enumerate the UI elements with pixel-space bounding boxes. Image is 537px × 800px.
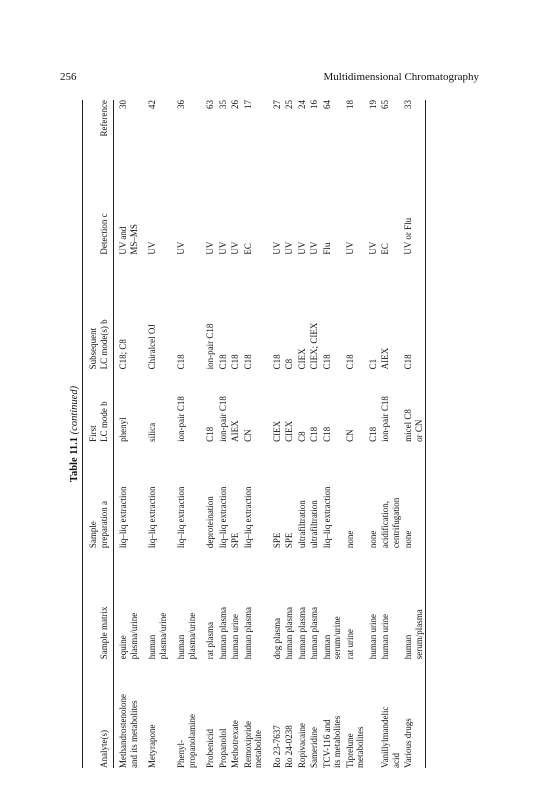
cell-detection: UV (296, 241, 307, 255)
cell-first-lc: C8 (296, 431, 307, 442)
cell-subsequent-lc: C8 (284, 358, 294, 370)
cell-detection: UV (284, 241, 294, 255)
cell-first-lc: CN (242, 429, 253, 442)
cell-detection: UV (271, 241, 282, 255)
cell-reference: 16 (309, 100, 319, 109)
cell-preparation: liq–liq extraction (147, 486, 157, 549)
cell-detection: EC (242, 243, 253, 255)
cell-first-lc: CIEX (271, 420, 282, 442)
cell-detection: UV (230, 241, 240, 255)
cell-reference: 17 (242, 100, 253, 109)
table-row (308, 100, 321, 768)
table-row (379, 100, 402, 768)
col-header-matrix: Sample matrix (98, 606, 109, 660)
cell-detection: Flu (321, 242, 332, 255)
cell-subsequent-lc: C1 (367, 358, 378, 370)
cell-reference: 26 (230, 100, 240, 109)
table-row (402, 100, 426, 768)
cell-detection: UV (176, 241, 186, 255)
table-body (114, 100, 426, 768)
cell-preparation: SPE (284, 532, 294, 549)
cell-analyte: Ro 23-7637 (271, 725, 282, 768)
cell-reference: 36 (176, 100, 186, 109)
cell-preparation: deproteination (205, 496, 215, 549)
cell-detection: UV (205, 241, 215, 255)
cell-first-lc: micel C8 or CN (403, 409, 424, 442)
table-header-row (83, 100, 114, 768)
cell-matrix: human urine (367, 614, 378, 660)
cell-preparation: acidification, centrifugation (380, 497, 401, 549)
data-table (82, 100, 426, 768)
cell-reference: 35 (217, 100, 228, 109)
cell-analyte: Methandrostenolone and its metabolites (118, 694, 139, 768)
col-header-analyte: Analyte(s) (98, 730, 109, 768)
cell-subsequent-lc: CIEX (296, 348, 307, 370)
col-header-reference: Reference (98, 100, 109, 137)
cell-analyte: Remoxipride metabolite (242, 721, 263, 768)
running-head: Multidimensional Chromatography (323, 71, 479, 83)
cell-first-lc: C18 (309, 426, 319, 442)
cell-reference: 30 (118, 100, 128, 109)
table-row (114, 100, 141, 768)
cell-matrix: equine plasma/urine (118, 612, 139, 660)
cell-subsequent-lc: C18 (230, 354, 240, 370)
table-row (140, 100, 169, 768)
cell-first-lc: C18 (205, 426, 215, 442)
table-row (169, 100, 198, 768)
col-header-detection: Detection c (98, 213, 109, 255)
cell-reference: 42 (147, 100, 157, 109)
cell-reference: 63 (205, 100, 215, 109)
table-row (242, 100, 265, 768)
cell-reference: 64 (321, 100, 332, 109)
page-number: 256 (60, 71, 77, 83)
cell-first-lc: CIEX (284, 420, 294, 442)
cell-analyte: Vanillylmandelic acid (380, 706, 401, 768)
cell-detection: UV (309, 241, 319, 255)
cell-analyte: Phenyl- propanolamine (176, 714, 197, 768)
cell-preparation: ultrafiltration (309, 500, 319, 549)
cell-subsequent-lc: CIEX; CIEX (309, 322, 319, 370)
table-row (367, 100, 380, 768)
cell-preparation: SPE (271, 532, 282, 549)
cell-subsequent-lc: C18 (176, 354, 186, 370)
cell-preparation: liq–liq extraction (321, 486, 332, 549)
cell-first-lc: C18 (367, 426, 378, 442)
cell-detection: UV (147, 241, 157, 255)
cell-subsequent-lc: C18 (271, 354, 282, 370)
cell-first-lc: ion-pair C18 (176, 396, 186, 442)
cell-subsequent-lc: C18 (321, 354, 332, 370)
cell-first-lc: phenyl (118, 417, 128, 442)
table-row (283, 100, 296, 768)
cell-analyte: Tiprelune metabolites (344, 726, 365, 768)
cell-preparation: none (344, 530, 355, 549)
cell-first-lc: ion-pair C18 (380, 396, 390, 442)
rotated-table (68, 100, 476, 768)
table-row (217, 100, 230, 768)
cell-first-lc: silica (147, 422, 157, 442)
cell-subsequent-lc: AIEX (380, 347, 390, 370)
cell-matrix: human plasma (217, 607, 228, 660)
cell-reference: 19 (367, 100, 378, 109)
cell-matrix: human serum/plasma (403, 609, 424, 660)
cell-first-lc: AIEX (230, 420, 240, 442)
cell-preparation: none (367, 530, 378, 549)
cell-matrix: human plasma (309, 607, 319, 660)
cell-matrix: rat urine (344, 629, 355, 660)
cell-preparation: SPE (230, 532, 240, 549)
table-row (265, 100, 284, 768)
cell-reference: 18 (344, 100, 355, 109)
cell-preparation: liq–liq extraction (242, 486, 253, 549)
cell-preparation: ultrafiltration (296, 500, 307, 549)
cell-subsequent-lc: C18 (344, 354, 355, 370)
cell-detection: UV (344, 241, 355, 255)
cell-analyte: Propanolol (217, 728, 228, 768)
col-header-subsequent-lc: Subsequent LC mode(s) b (88, 319, 109, 370)
col-header-first-lc: First LC mode b (88, 401, 109, 442)
table-row (296, 100, 309, 768)
cell-matrix: human urine (380, 614, 390, 660)
cell-analyte: Various drugs (403, 718, 413, 768)
cell-subsequent-lc: ion-pair C18 (205, 323, 215, 370)
cell-matrix: human urine (230, 614, 240, 660)
cell-analyte: Ropivacaine (296, 723, 307, 768)
table-row (229, 100, 242, 768)
cell-reference: 25 (284, 100, 294, 109)
cell-subsequent-lc: C18 (217, 354, 228, 370)
cell-matrix: human plasma (242, 607, 253, 660)
cell-analyte: Metyrapone (147, 724, 157, 768)
cell-first-lc: ion-pair C18 (217, 396, 228, 442)
table-row (321, 100, 344, 768)
cell-detection: UV (217, 241, 228, 255)
cell-preparation: liq–liq extraction (176, 486, 186, 549)
table-row (198, 100, 217, 768)
cell-preparation: liq–liq extraction (118, 486, 128, 549)
cell-analyte: Probenicid (205, 729, 215, 768)
cell-reference: 65 (380, 100, 390, 109)
cell-matrix: dog plasma (271, 618, 282, 660)
cell-detection: EC (380, 243, 390, 255)
cell-subsequent-lc: Chiralcel OJ (147, 324, 157, 370)
cell-preparation: liq–liq extraction (217, 486, 228, 549)
cell-reference: 33 (403, 100, 413, 109)
cell-matrix: human plasma (296, 607, 307, 660)
table-title (68, 100, 82, 768)
cell-matrix: human plasma (284, 607, 294, 660)
cell-reference: 27 (271, 100, 282, 109)
cell-analyte: Sameridine (309, 727, 319, 768)
cell-analyte: Ro 24-0238 (284, 725, 294, 768)
table-number: Table 11.1 (69, 436, 80, 483)
table-continued: (continued) (69, 385, 80, 435)
cell-detection: UV and MS–MS (118, 224, 139, 255)
cell-analyte: Methotrexate (230, 720, 240, 768)
cell-reference: 24 (296, 100, 307, 109)
cell-subsequent-lc: C18 (403, 354, 413, 370)
cell-first-lc: CN (344, 429, 355, 442)
cell-matrix: rat plasma (205, 622, 215, 660)
cell-matrix: human serum/urine (321, 616, 342, 660)
cell-detection: UV or Flu (403, 217, 413, 255)
cell-analyte: TCV-116 and its metabolites (321, 715, 342, 768)
cell-first-lc: C18 (321, 426, 332, 442)
cell-analyte (367, 659, 380, 768)
cell-preparation: none (403, 530, 413, 549)
cell-matrix: human plasma/urine (147, 612, 168, 660)
table-row (344, 100, 367, 768)
col-header-preparation: Sample preparation a (88, 500, 109, 549)
cell-detection: UV (367, 241, 378, 255)
cell-subsequent-lc: C18 (242, 354, 253, 370)
cell-matrix: human plasma/urine (176, 612, 197, 660)
cell-subsequent-lc: C18; C8 (118, 339, 128, 370)
